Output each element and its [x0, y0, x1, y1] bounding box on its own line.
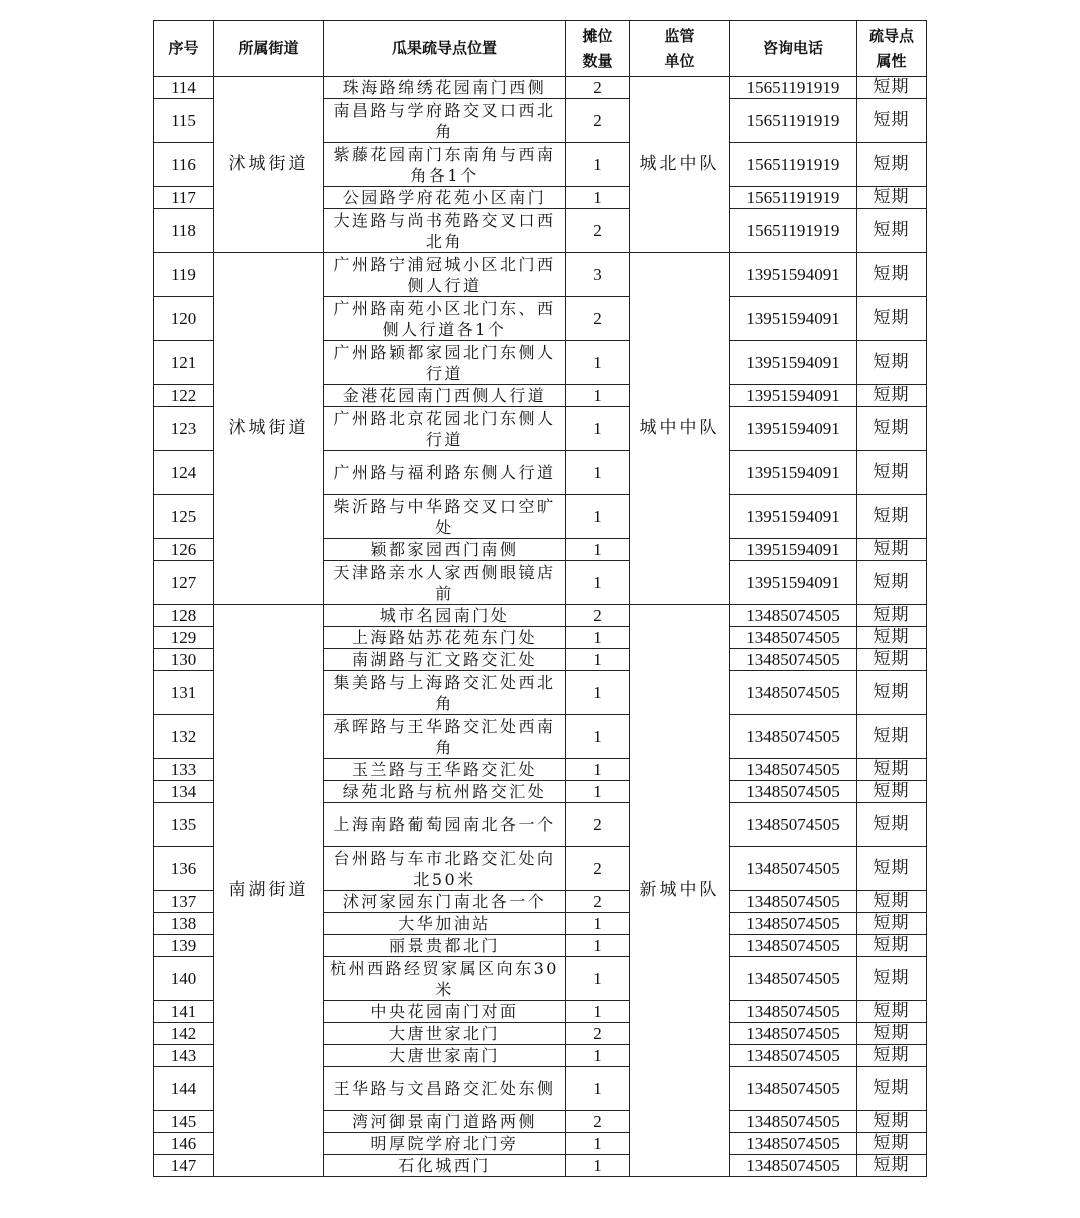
location-cell: 广州路南苑小区北门东、西侧人行道各1个 — [324, 297, 566, 341]
row-index: 138 — [154, 913, 214, 935]
attribute-cell: 短期 — [857, 341, 927, 385]
street-cell: 南湖街道 — [214, 605, 324, 1177]
row-index: 118 — [154, 209, 214, 253]
location-cell: 公园路学府花苑小区南门 — [324, 187, 566, 209]
attribute-cell: 短期 — [857, 913, 927, 935]
stall-count-cell: 1 — [566, 715, 630, 759]
phone-cell: 13485074505 — [730, 1155, 857, 1177]
location-cell: 柴沂路与中华路交叉口空旷处 — [324, 495, 566, 539]
stall-count-cell: 1 — [566, 1001, 630, 1023]
phone-cell: 13951594091 — [730, 539, 857, 561]
phone-cell: 13485074505 — [730, 847, 857, 891]
row-index: 123 — [154, 407, 214, 451]
attribute-cell: 短期 — [857, 759, 927, 781]
phone-cell: 13485074505 — [730, 1111, 857, 1133]
attribute-cell: 短期 — [857, 891, 927, 913]
location-cell: 广州路北京花园北门东侧人行道 — [324, 407, 566, 451]
stall-count-cell: 2 — [566, 891, 630, 913]
phone-cell: 13485074505 — [730, 781, 857, 803]
phone-cell: 13951594091 — [730, 297, 857, 341]
row-index: 126 — [154, 539, 214, 561]
phone-cell: 13951594091 — [730, 253, 857, 297]
stall-count-cell: 1 — [566, 385, 630, 407]
location-cell: 石化城西门 — [324, 1155, 566, 1177]
attribute-cell: 短期 — [857, 297, 927, 341]
location-cell: 大华加油站 — [324, 913, 566, 935]
stall-count-cell: 1 — [566, 759, 630, 781]
phone-cell: 13485074505 — [730, 803, 857, 847]
row-index: 127 — [154, 561, 214, 605]
table-row — [154, 605, 927, 627]
table-row — [154, 253, 927, 297]
attribute-cell: 短期 — [857, 781, 927, 803]
location-cell: 承晖路与王华路交汇处西南角 — [324, 715, 566, 759]
attribute-cell: 短期 — [857, 803, 927, 847]
attribute-cell: 短期 — [857, 1155, 927, 1177]
row-index: 114 — [154, 77, 214, 99]
row-index: 135 — [154, 803, 214, 847]
phone-cell: 13951594091 — [730, 451, 857, 495]
location-cell: 集美路与上海路交汇处西北角 — [324, 671, 566, 715]
phone-cell: 15651191919 — [730, 187, 857, 209]
attribute-cell: 短期 — [857, 1001, 927, 1023]
attribute-cell: 短期 — [857, 451, 927, 495]
stall-count-cell: 2 — [566, 209, 630, 253]
location-cell: 上海路姑苏花苑东门处 — [324, 627, 566, 649]
row-index: 144 — [154, 1067, 214, 1111]
location-cell: 颖都家园西门南侧 — [324, 539, 566, 561]
row-index: 139 — [154, 935, 214, 957]
row-index: 124 — [154, 451, 214, 495]
phone-cell: 13951594091 — [730, 341, 857, 385]
header-location: 瓜果疏导点位置 — [324, 21, 566, 77]
location-cell: 天津路亲水人家西侧眼镜店前 — [324, 561, 566, 605]
attribute-cell: 短期 — [857, 407, 927, 451]
stall-count-cell: 1 — [566, 1045, 630, 1067]
stall-count-cell: 2 — [566, 77, 630, 99]
location-cell: 珠海路绵绣花园南门西侧 — [324, 77, 566, 99]
phone-cell: 13951594091 — [730, 385, 857, 407]
attribute-cell: 短期 — [857, 649, 927, 671]
location-cell: 金港花园南门西侧人行道 — [324, 385, 566, 407]
attribute-cell: 短期 — [857, 495, 927, 539]
unit-cell: 城中中队 — [630, 253, 730, 605]
stall-count-cell: 1 — [566, 187, 630, 209]
phone-cell: 15651191919 — [730, 209, 857, 253]
melon-stall-table — [153, 20, 927, 1177]
stall-count-cell: 2 — [566, 605, 630, 627]
stall-count-cell: 1 — [566, 539, 630, 561]
phone-cell: 13485074505 — [730, 671, 857, 715]
stall-count-cell: 2 — [566, 1111, 630, 1133]
stall-count-cell: 1 — [566, 649, 630, 671]
location-cell: 玉兰路与王华路交汇处 — [324, 759, 566, 781]
attribute-cell: 短期 — [857, 99, 927, 143]
header-index: 序号 — [154, 21, 214, 77]
row-index: 147 — [154, 1155, 214, 1177]
row-index: 145 — [154, 1111, 214, 1133]
phone-cell: 13485074505 — [730, 1045, 857, 1067]
location-cell: 大唐世家北门 — [324, 1023, 566, 1045]
phone-cell: 15651191919 — [730, 143, 857, 187]
stall-count-cell: 1 — [566, 1155, 630, 1177]
row-index: 134 — [154, 781, 214, 803]
attribute-cell: 短期 — [857, 253, 927, 297]
stall-count-cell: 1 — [566, 341, 630, 385]
location-cell: 上海南路葡萄园南北各一个 — [324, 803, 566, 847]
stall-count-cell: 1 — [566, 913, 630, 935]
location-cell: 南昌路与学府路交叉口西北角 — [324, 99, 566, 143]
row-index: 119 — [154, 253, 214, 297]
attribute-cell: 短期 — [857, 561, 927, 605]
header-unit: 监管 单位 — [630, 21, 730, 77]
row-index: 117 — [154, 187, 214, 209]
row-index: 130 — [154, 649, 214, 671]
row-index: 137 — [154, 891, 214, 913]
location-cell: 广州路与福利路东侧人行道 — [324, 451, 566, 495]
header-phone: 咨询电话 — [730, 21, 857, 77]
location-cell: 王华路与文昌路交汇处东侧 — [324, 1067, 566, 1111]
attribute-cell: 短期 — [857, 605, 927, 627]
stall-count-cell: 2 — [566, 297, 630, 341]
row-index: 128 — [154, 605, 214, 627]
attribute-cell: 短期 — [857, 77, 927, 99]
location-cell: 广州路颖都家园北门东侧人行道 — [324, 341, 566, 385]
location-cell: 沭河家园东门南北各一个 — [324, 891, 566, 913]
phone-cell: 15651191919 — [730, 77, 857, 99]
attribute-cell: 短期 — [857, 935, 927, 957]
location-cell: 丽景贵都北门 — [324, 935, 566, 957]
stall-count-cell: 1 — [566, 935, 630, 957]
attribute-cell: 短期 — [857, 671, 927, 715]
attribute-cell: 短期 — [857, 715, 927, 759]
row-index: 146 — [154, 1133, 214, 1155]
phone-cell: 13485074505 — [730, 913, 857, 935]
attribute-cell: 短期 — [857, 627, 927, 649]
stall-count-cell: 1 — [566, 561, 630, 605]
stall-count-cell: 2 — [566, 847, 630, 891]
row-index: 140 — [154, 957, 214, 1001]
header-stall-count: 摊位 数量 — [566, 21, 630, 77]
stall-count-cell: 1 — [566, 627, 630, 649]
table-row — [154, 77, 927, 99]
unit-cell: 城北中队 — [630, 77, 730, 253]
location-cell: 南湖路与汇文路交汇处 — [324, 649, 566, 671]
location-cell: 绿苑北路与杭州路交汇处 — [324, 781, 566, 803]
phone-cell: 13485074505 — [730, 605, 857, 627]
attribute-cell: 短期 — [857, 143, 927, 187]
row-index: 132 — [154, 715, 214, 759]
attribute-cell: 短期 — [857, 1133, 927, 1155]
stall-count-cell: 1 — [566, 1067, 630, 1111]
phone-cell: 13951594091 — [730, 561, 857, 605]
attribute-cell: 短期 — [857, 1067, 927, 1111]
location-cell: 大连路与尚书苑路交叉口西北角 — [324, 209, 566, 253]
phone-cell: 13485074505 — [730, 891, 857, 913]
stall-count-cell: 1 — [566, 781, 630, 803]
phone-cell: 13951594091 — [730, 495, 857, 539]
attribute-cell: 短期 — [857, 1111, 927, 1133]
location-cell: 中央花园南门对面 — [324, 1001, 566, 1023]
header-row — [154, 21, 927, 77]
row-index: 136 — [154, 847, 214, 891]
stall-count-cell: 1 — [566, 1133, 630, 1155]
phone-cell: 13485074505 — [730, 715, 857, 759]
stall-count-cell: 1 — [566, 957, 630, 1001]
row-index: 133 — [154, 759, 214, 781]
unit-cell: 新城中队 — [630, 605, 730, 1177]
attribute-cell: 短期 — [857, 385, 927, 407]
row-index: 121 — [154, 341, 214, 385]
phone-cell: 13485074505 — [730, 1001, 857, 1023]
attribute-cell: 短期 — [857, 187, 927, 209]
street-cell: 沭城街道 — [214, 77, 324, 253]
location-cell: 大唐世家南门 — [324, 1045, 566, 1067]
phone-cell: 13485074505 — [730, 1067, 857, 1111]
phone-cell: 13485074505 — [730, 935, 857, 957]
row-index: 129 — [154, 627, 214, 649]
row-index: 142 — [154, 1023, 214, 1045]
attribute-cell: 短期 — [857, 957, 927, 1001]
location-cell: 杭州西路经贸家属区向东30米 — [324, 957, 566, 1001]
location-cell: 城市名园南门处 — [324, 605, 566, 627]
stall-count-cell: 1 — [566, 143, 630, 187]
stall-count-cell: 3 — [566, 253, 630, 297]
phone-cell: 13485074505 — [730, 1023, 857, 1045]
street-cell: 沭城街道 — [214, 253, 324, 605]
attribute-cell: 短期 — [857, 539, 927, 561]
attribute-cell: 短期 — [857, 847, 927, 891]
row-index: 143 — [154, 1045, 214, 1067]
phone-cell: 13485074505 — [730, 957, 857, 1001]
header-attribute: 疏导点 属性 — [857, 21, 927, 77]
stall-count-cell: 2 — [566, 803, 630, 847]
row-index: 120 — [154, 297, 214, 341]
row-index: 122 — [154, 385, 214, 407]
location-cell: 广州路宁浦冠城小区北门西侧人行道 — [324, 253, 566, 297]
phone-cell: 15651191919 — [730, 99, 857, 143]
phone-cell: 13951594091 — [730, 407, 857, 451]
attribute-cell: 短期 — [857, 209, 927, 253]
location-cell: 明厚院学府北门旁 — [324, 1133, 566, 1155]
row-index: 141 — [154, 1001, 214, 1023]
stall-count-cell: 1 — [566, 407, 630, 451]
attribute-cell: 短期 — [857, 1045, 927, 1067]
row-index: 131 — [154, 671, 214, 715]
phone-cell: 13485074505 — [730, 759, 857, 781]
phone-cell: 13485074505 — [730, 1133, 857, 1155]
row-index: 115 — [154, 99, 214, 143]
location-cell: 紫藤花园南门东南角与西南角各1个 — [324, 143, 566, 187]
row-index: 116 — [154, 143, 214, 187]
header-street: 所属街道 — [214, 21, 324, 77]
stall-count-cell: 1 — [566, 671, 630, 715]
attribute-cell: 短期 — [857, 1023, 927, 1045]
phone-cell: 13485074505 — [730, 649, 857, 671]
stall-count-cell: 1 — [566, 495, 630, 539]
phone-cell: 13485074505 — [730, 627, 857, 649]
stall-count-cell: 1 — [566, 451, 630, 495]
location-cell: 台州路与车市北路交汇处向北50米 — [324, 847, 566, 891]
location-cell: 湾河御景南门道路两侧 — [324, 1111, 566, 1133]
stall-count-cell: 2 — [566, 1023, 630, 1045]
stall-count-cell: 2 — [566, 99, 630, 143]
table-body — [154, 77, 927, 1177]
row-index: 125 — [154, 495, 214, 539]
